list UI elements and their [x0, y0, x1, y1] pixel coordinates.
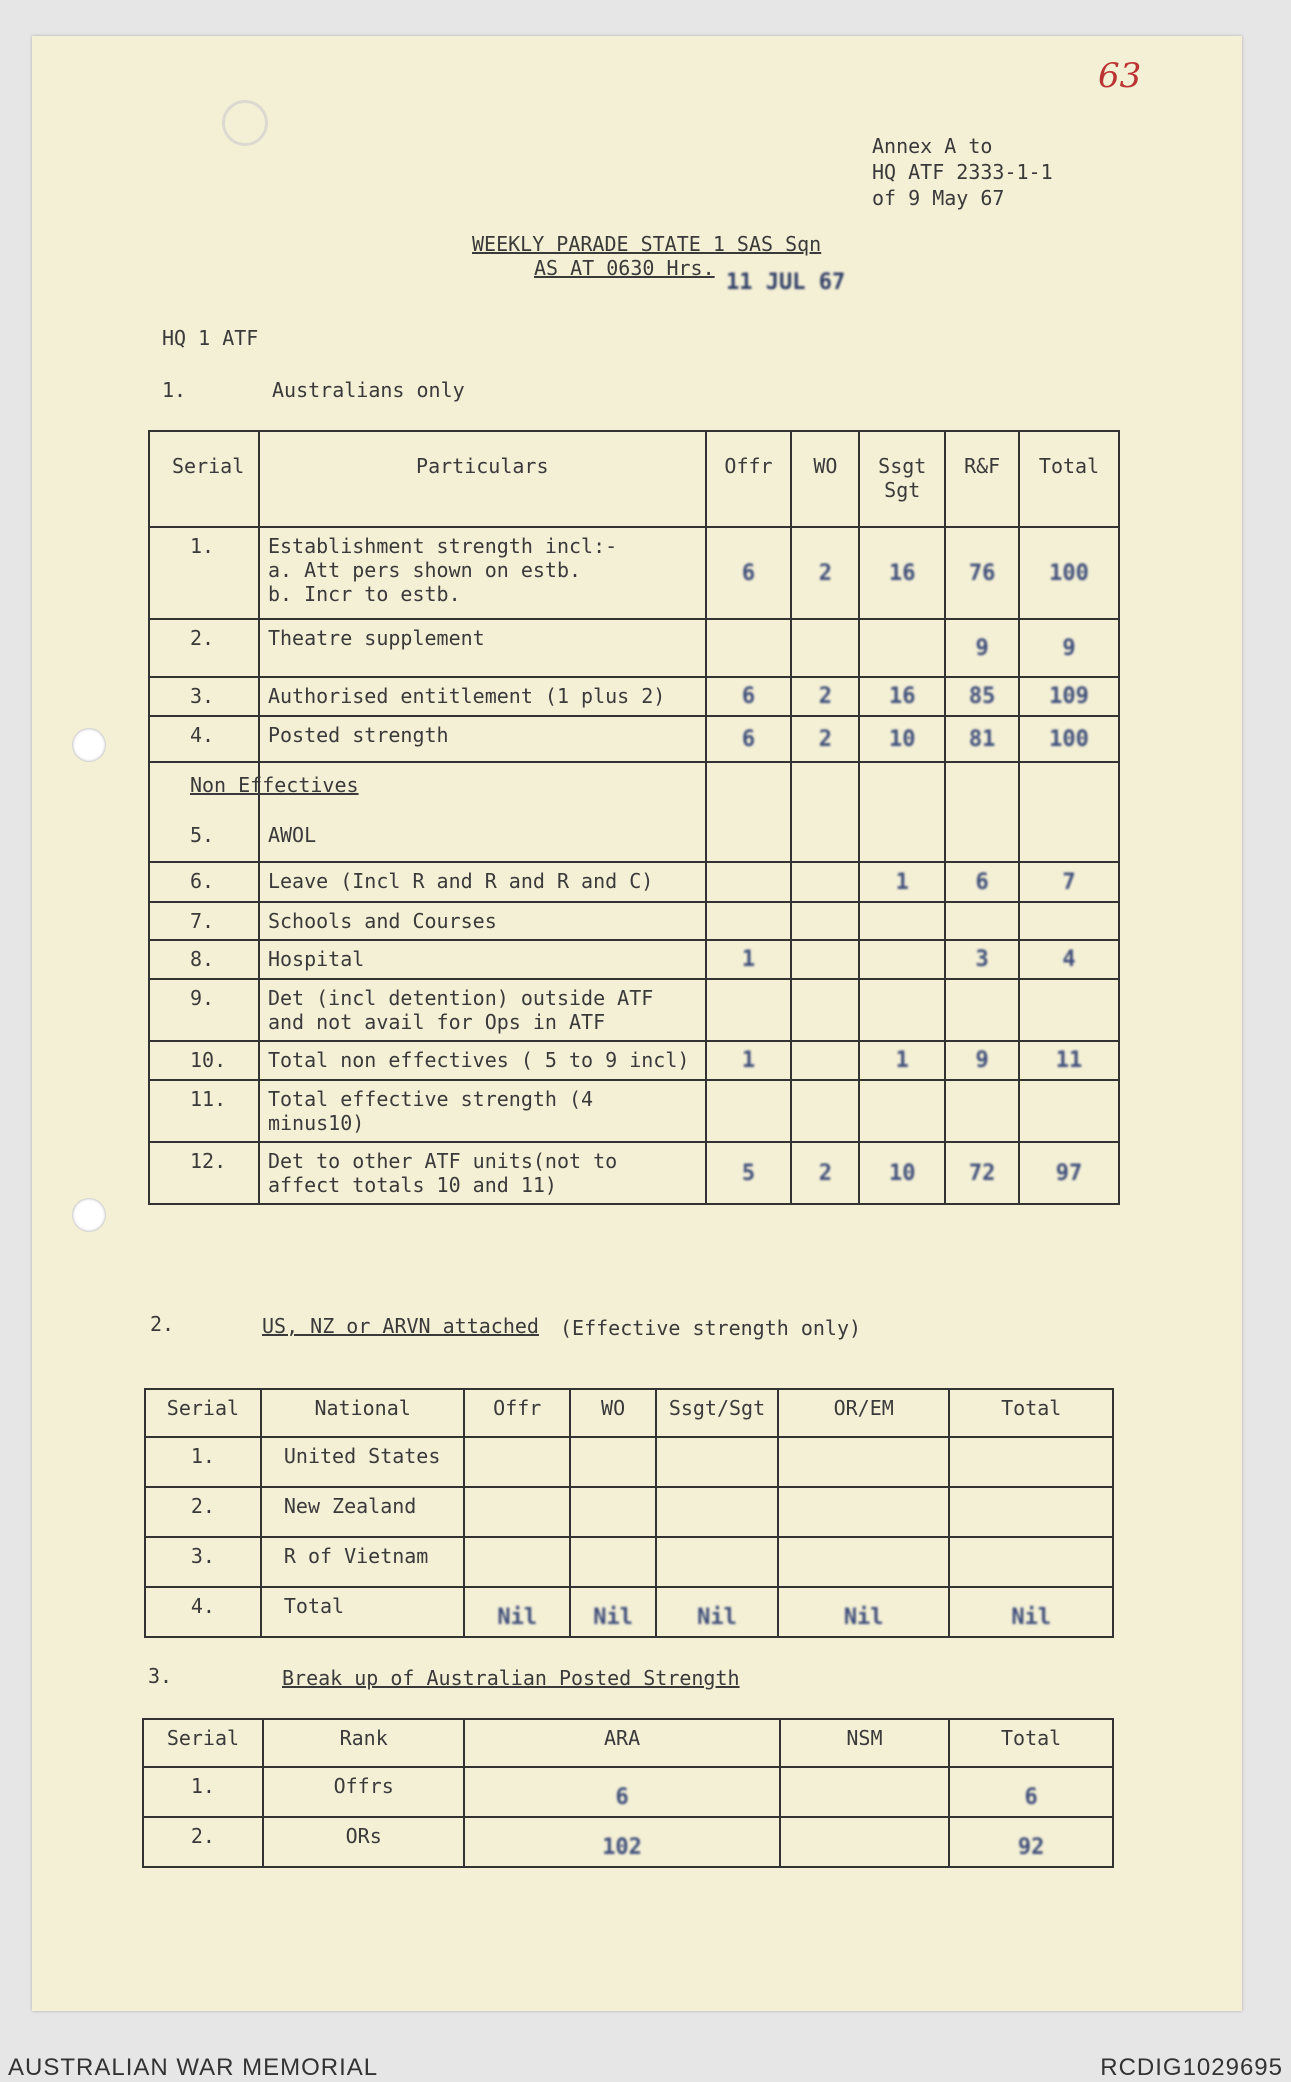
col-offr: Offr — [706, 431, 792, 527]
cell-or — [778, 1437, 949, 1487]
cell-wo: 2 — [791, 527, 859, 619]
page-number: 63 — [1098, 56, 1142, 96]
cell-sgt: 10 — [859, 1142, 945, 1204]
table-row — [149, 940, 1119, 979]
annex-line1: Annex A to — [872, 134, 993, 158]
particulars-line: Det to other ATF units(not to — [267, 1149, 618, 1173]
cell-offr — [706, 1080, 792, 1142]
row-particulars — [259, 716, 706, 762]
section2-heading: US, NZ or ARVN attached — [262, 1314, 539, 1338]
cell-offr — [464, 1487, 570, 1537]
cell-wo — [791, 1041, 859, 1080]
col-serial: Serial — [149, 431, 259, 527]
row-serial: 6. — [149, 862, 259, 902]
particulars-line: a. Att pers shown on estb. — [267, 558, 582, 582]
section1-heading: Australians only — [272, 378, 465, 402]
australians-table — [148, 430, 1120, 1205]
cell-sgt: Nil — [656, 1587, 778, 1637]
col-wo: WO — [791, 431, 859, 527]
particulars-line: Schools and Courses — [267, 909, 497, 933]
particulars-line: Theatre supplement — [267, 626, 485, 650]
cell-or — [778, 1537, 949, 1587]
document-title: WEEKLY PARADE STATE 1 SAS Sqn — [472, 232, 822, 256]
cell-wo: Nil — [570, 1587, 656, 1637]
cell-total — [949, 1487, 1113, 1537]
cell-offr — [706, 902, 792, 940]
cell-offr — [706, 979, 792, 1041]
date-stamp: 11 JUL 67 — [726, 270, 846, 295]
particulars-line: b. Incr to estb. — [267, 582, 461, 606]
punch-hole — [72, 1198, 106, 1232]
row-serial: 5. — [149, 762, 259, 862]
cell-wo — [791, 1080, 859, 1142]
col-total: Total — [949, 1389, 1113, 1437]
row-particulars — [259, 902, 706, 940]
table-row — [149, 862, 1119, 902]
row-particulars — [259, 940, 706, 979]
col-offr: Offr — [464, 1389, 570, 1437]
table-row — [149, 619, 1119, 677]
cell-ara: 6 — [464, 1767, 779, 1817]
cell-wo — [570, 1437, 656, 1487]
row-particulars — [259, 1041, 706, 1080]
row-national: United States — [261, 1437, 465, 1487]
col-serial: Serial — [143, 1719, 263, 1767]
hq-label: HQ 1 ATF — [162, 326, 259, 350]
cell-sgt — [859, 1080, 945, 1142]
cell-wo — [791, 902, 859, 940]
cell-rf — [945, 1080, 1019, 1142]
row-particulars — [259, 979, 706, 1041]
cell-wo — [791, 940, 859, 979]
cell-offr — [706, 762, 792, 862]
col-nsm: NSM — [780, 1719, 950, 1767]
cell-or — [778, 1487, 949, 1537]
cell-rf — [945, 762, 1019, 862]
table-row — [149, 1041, 1119, 1080]
particulars-line: Total effective strength (4 minus10) — [267, 1087, 594, 1135]
cell-total: 92 — [949, 1817, 1113, 1867]
cell-rf: 6 — [945, 862, 1019, 902]
cell-rf — [945, 902, 1019, 940]
cell-wo — [791, 762, 859, 862]
col-rank: Rank — [263, 1719, 465, 1767]
table-row — [149, 716, 1119, 762]
cell-offr — [464, 1437, 570, 1487]
cell-total — [1019, 1080, 1119, 1142]
row-serial: 2. — [143, 1817, 263, 1867]
section2-number: 2. — [150, 1312, 175, 1336]
cell-total: 109 — [1019, 677, 1119, 716]
row-particulars — [189, 762, 706, 862]
row-serial: 8. — [149, 940, 259, 979]
cell-sgt: 10 — [859, 716, 945, 762]
cell-sgt — [859, 979, 945, 1041]
cell-rf: 76 — [945, 527, 1019, 619]
cell-wo — [791, 862, 859, 902]
cell-offr — [706, 619, 792, 677]
row-particulars — [259, 619, 706, 677]
attached-table — [144, 1388, 1114, 1638]
row-serial: 10. — [149, 1041, 259, 1080]
cell-wo — [570, 1537, 656, 1587]
row-serial: 1. — [149, 527, 259, 619]
footer-id: RCDIG1029695 — [1100, 2054, 1283, 2081]
cell-offr — [464, 1537, 570, 1587]
col-ara: ARA — [464, 1719, 779, 1767]
particulars-line: Hospital — [267, 947, 365, 971]
row-serial: 1. — [145, 1437, 261, 1487]
cell-rf — [945, 979, 1019, 1041]
cell-wo — [791, 619, 859, 677]
cell-offr: 5 — [706, 1142, 792, 1204]
col-or-em: OR/EM — [778, 1389, 949, 1437]
cell-rf: 9 — [945, 1041, 1019, 1080]
table-row — [149, 677, 1119, 716]
row-national: R of Vietnam — [261, 1537, 465, 1587]
row-serial: 4. — [149, 716, 259, 762]
col-national: National — [261, 1389, 465, 1437]
cell-rf: 72 — [945, 1142, 1019, 1204]
section2-heading-suffix: (Effective strength only) — [560, 1316, 862, 1340]
cell-total — [1019, 979, 1119, 1041]
col-rf: R&F — [945, 431, 1019, 527]
cell-total: 7 — [1019, 862, 1119, 902]
row-serial: 11. — [149, 1080, 259, 1142]
cell-sgt: 16 — [859, 677, 945, 716]
row-serial: 3. — [149, 677, 259, 716]
particulars-line: Det (incl detention) outside ATF — [267, 986, 654, 1010]
punch-hole — [72, 728, 106, 762]
row-serial: 2. — [145, 1487, 261, 1537]
cell-rf: 81 — [945, 716, 1019, 762]
cell-offr: 6 — [706, 677, 792, 716]
table-row — [149, 1080, 1119, 1142]
cell-total: 4 — [1019, 940, 1119, 979]
cell-offr: 1 — [706, 1041, 792, 1080]
row-national: Total — [261, 1587, 465, 1637]
row-serial: 9. — [149, 979, 259, 1041]
cell-total: 9 — [1019, 619, 1119, 677]
cell-sgt — [656, 1537, 778, 1587]
particulars-line: and not avail for Ops in ATF — [267, 1010, 606, 1034]
cell-offr — [706, 862, 792, 902]
table-row — [145, 1437, 1113, 1487]
row-serial: 12. — [149, 1142, 259, 1204]
col-serial: Serial — [145, 1389, 261, 1437]
row-particulars — [259, 862, 706, 902]
table-row — [145, 1537, 1113, 1587]
table-row — [149, 979, 1119, 1041]
cell-rf: 3 — [945, 940, 1019, 979]
col-particulars: Particulars — [259, 431, 706, 527]
cell-total: 100 — [1019, 716, 1119, 762]
cell-total: 6 — [949, 1767, 1113, 1817]
row-national: New Zealand — [261, 1487, 465, 1537]
particulars-line: Leave (Incl R and R and R and C) — [267, 869, 654, 893]
cell-rf: 85 — [945, 677, 1019, 716]
cell-total: 100 — [1019, 527, 1119, 619]
cell-sgt: 1 — [859, 1041, 945, 1080]
cell-sgt — [859, 902, 945, 940]
row-serial: 2. — [149, 619, 259, 677]
particulars-line: AWOL — [267, 823, 317, 847]
cell-wo: 2 — [791, 1142, 859, 1204]
particulars-line: Total non effectives ( 5 to 9 incl) — [267, 1048, 690, 1072]
col-total: Total — [1019, 431, 1119, 527]
cell-sgt — [656, 1487, 778, 1537]
cell-or: Nil — [778, 1587, 949, 1637]
particulars-line: affect totals 10 and 11) — [267, 1173, 557, 1197]
cell-sgt: 16 — [859, 527, 945, 619]
cell-total: 11 — [1019, 1041, 1119, 1080]
footer-source: AUSTRALIAN WAR MEMORIAL — [8, 2054, 379, 2081]
cell-total — [1019, 902, 1119, 940]
cell-sgt — [859, 940, 945, 979]
table-row — [149, 527, 1119, 619]
section3-number: 3. — [148, 1664, 173, 1688]
table-row — [145, 1487, 1113, 1537]
row-particulars — [259, 1080, 706, 1142]
table-row — [149, 902, 1119, 940]
cell-nsm — [780, 1817, 950, 1867]
row-serial: 4. — [145, 1587, 261, 1637]
cell-sgt — [859, 619, 945, 677]
as-at-time: AS AT 0630 Hrs. — [534, 256, 715, 280]
row-rank: ORs — [263, 1817, 465, 1867]
cell-offr: 6 — [706, 716, 792, 762]
table-row — [143, 1767, 1113, 1817]
cell-total: 97 — [1019, 1142, 1119, 1204]
row-serial: 3. — [145, 1537, 261, 1587]
cell-wo — [791, 979, 859, 1041]
cell-ara: 102 — [464, 1817, 779, 1867]
cell-wo: 2 — [791, 677, 859, 716]
row-serial: 1. — [143, 1767, 263, 1817]
cell-offr: Nil — [464, 1587, 570, 1637]
col-wo: WO — [570, 1389, 656, 1437]
cell-sgt — [656, 1437, 778, 1487]
cell-offr: 6 — [706, 527, 792, 619]
particulars-line: Establishment strength incl:- — [267, 534, 618, 558]
cell-rf: 9 — [945, 619, 1019, 677]
cell-wo — [570, 1487, 656, 1537]
row-serial: 7. — [149, 902, 259, 940]
section3-heading: Break up of Australian Posted Strength — [282, 1666, 740, 1690]
cell-total — [949, 1537, 1113, 1587]
table-row — [149, 1142, 1119, 1204]
table-row — [149, 762, 1119, 862]
col-ssgt-sgt: Ssgt/Sgt — [656, 1389, 778, 1437]
particulars-line: Authorised entitlement (1 plus 2) — [267, 684, 666, 708]
row-rank: Offrs — [263, 1767, 465, 1817]
embossed-logo — [222, 100, 268, 146]
non-effectives-label: Non Effectives — [189, 773, 359, 797]
cell-sgt — [859, 762, 945, 862]
cell-offr: 1 — [706, 940, 792, 979]
posted-strength-table — [142, 1718, 1114, 1868]
table-row — [143, 1817, 1113, 1867]
cell-total — [1019, 762, 1119, 862]
cell-wo: 2 — [791, 716, 859, 762]
section1-number: 1. — [162, 378, 187, 402]
col-ssgt-sgt: Ssgt Sgt — [859, 431, 945, 527]
annex-line3: of 9 May 67 — [872, 186, 1005, 210]
row-particulars — [259, 527, 706, 619]
cell-total: Nil — [949, 1587, 1113, 1637]
cell-total — [949, 1437, 1113, 1487]
table-row — [145, 1587, 1113, 1637]
row-particulars — [259, 677, 706, 716]
row-particulars — [259, 1142, 706, 1204]
cell-sgt: 1 — [859, 862, 945, 902]
cell-nsm — [780, 1767, 950, 1817]
particulars-line: Posted strength — [267, 723, 449, 747]
annex-line2: HQ ATF 2333-1-1 — [872, 160, 1053, 184]
col-total: Total — [949, 1719, 1113, 1767]
